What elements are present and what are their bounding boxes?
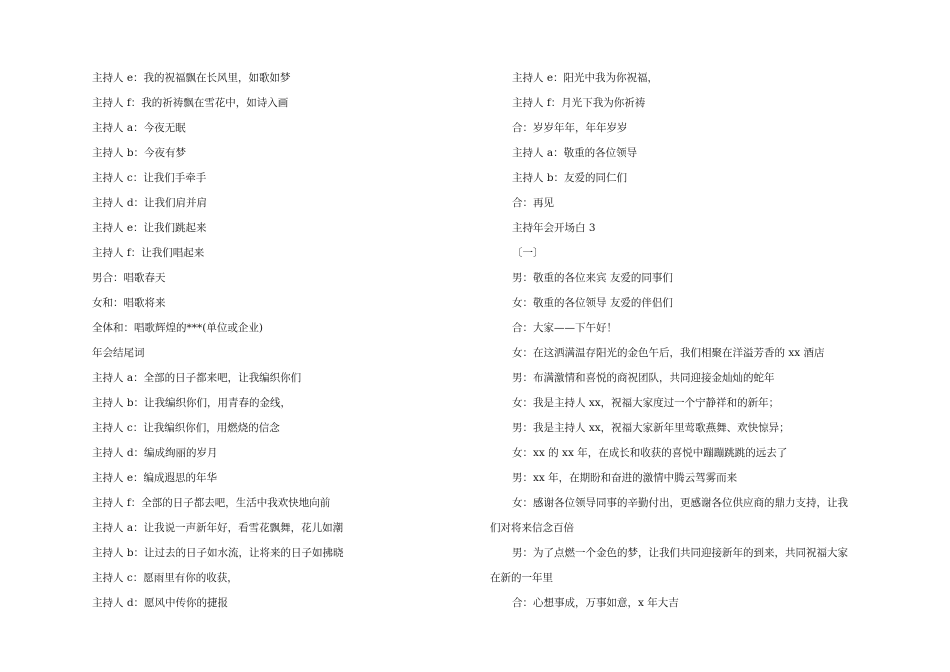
left-column bbox=[92, 66, 452, 616]
text-line: 主持人 f：全部的日子都去吧，生活中我欢快地向前 bbox=[92, 497, 331, 509]
text-line: 男：敬重的各位来宾 友爱的同事们 bbox=[512, 272, 673, 284]
text-line: 〔一〕 bbox=[512, 247, 544, 259]
text-line: 主持人 d：编成绚丽的岁月 bbox=[92, 447, 218, 459]
text-line: 女：我是主持人 xx，祝福大家度过一个宁静祥和的新年； bbox=[512, 397, 780, 409]
text-line: 主持人 b：今夜有梦 bbox=[92, 147, 187, 159]
text-line: 主持年会开场白 3 bbox=[512, 222, 596, 234]
text-line: 主持人 e：编成遐思的年华 bbox=[92, 472, 218, 484]
text-line: 主持人 e：我的祝福飘在长风里，如歌如梦 bbox=[92, 72, 291, 84]
text-line: 主持人 e：阳光中我为你祝福， bbox=[512, 72, 659, 84]
text-line: 们对将来信念百倍 bbox=[490, 522, 574, 534]
text-line: 全体和：唱歌辉煌的***(单位或企业) bbox=[92, 322, 263, 334]
text-line: 在新的一年里 bbox=[490, 572, 553, 584]
text-line: 男：xx 年，在期盼和奋进的激情中腾云驾雾而来 bbox=[512, 472, 738, 484]
text-line: 主持人 c：愿雨里有你的收获， bbox=[92, 572, 238, 584]
text-line: 男：我是主持人 xx，祝福大家新年里莺歌燕舞、欢快惊异； bbox=[512, 422, 790, 434]
text-line: 合：心想事成，万事如意，x 年大吉 bbox=[512, 597, 679, 609]
text-line: 主持人 b：友爱的同仁们 bbox=[512, 172, 628, 184]
text-line: 年会结尾词 bbox=[92, 347, 145, 359]
text-line: 主持人 e：让我们跳起来 bbox=[92, 222, 207, 234]
text-line: 主持人 d：愿风中传你的捷报 bbox=[92, 597, 229, 609]
text-line: 男合：唱歌春天 bbox=[92, 272, 166, 284]
text-line: 主持人 f：我的祈祷飘在雪花中，如诗入画 bbox=[92, 97, 289, 109]
text-line: 合：再见 bbox=[512, 197, 554, 209]
text-line: 主持人 a：今夜无眠 bbox=[92, 122, 186, 134]
text-line: 女和：唱歌将来 bbox=[92, 297, 166, 309]
text-line: 合：岁岁年年，年年岁岁 bbox=[512, 122, 628, 134]
text-line: 主持人 b：让我编织你们，用青春的金线， bbox=[92, 397, 292, 409]
text-line: 主持人 c：让我编织你们，用燃烧的信念 bbox=[92, 422, 280, 434]
text-line: 男：为了点燃一个金色的梦，让我们共同迎接新年的到来，共同祝福大家 bbox=[512, 547, 848, 559]
text-line: 主持人 f：月光下我为你祈祷 bbox=[512, 97, 646, 109]
text-line: 主持人 c：让我们手牵手 bbox=[92, 172, 207, 184]
text-line: 女：敬重的各位领导 友爱的伴侣们 bbox=[512, 297, 673, 309]
text-line: 主持人 a：敬重的各位领导 bbox=[512, 147, 638, 159]
text-line: 主持人 d：让我们肩并肩 bbox=[92, 197, 208, 209]
text-line: 主持人 f：让我们唱起来 bbox=[92, 247, 205, 259]
text-line: 合：大家——下午好！ bbox=[512, 322, 617, 334]
text-line: 男：布满激情和喜悦的商祝团队，共同迎接金灿灿的蛇年 bbox=[512, 372, 775, 384]
text-line: 女：xx 的 xx 年，在成长和收获的喜悦中蹦蹦跳跳的远去了 bbox=[512, 447, 788, 459]
text-line: 女：感谢各位领导同事的辛勤付出，更感谢各位供应商的鼎力支持，让我 bbox=[512, 497, 848, 509]
text-line: 主持人 b：让过去的日子如水流，让将来的日子如拂晓 bbox=[92, 547, 344, 559]
text-line: 主持人 a：让我说一声新年好，看雪花飘舞，花儿如潮 bbox=[92, 522, 344, 534]
text-line: 女：在这洒满温存阳光的金色午后，我们相聚在洋溢芳香的 xx 酒店 bbox=[512, 347, 825, 359]
text-line: 主持人 a：全部的日子都来吧，让我编织你们 bbox=[92, 372, 302, 384]
right-column bbox=[490, 66, 882, 616]
